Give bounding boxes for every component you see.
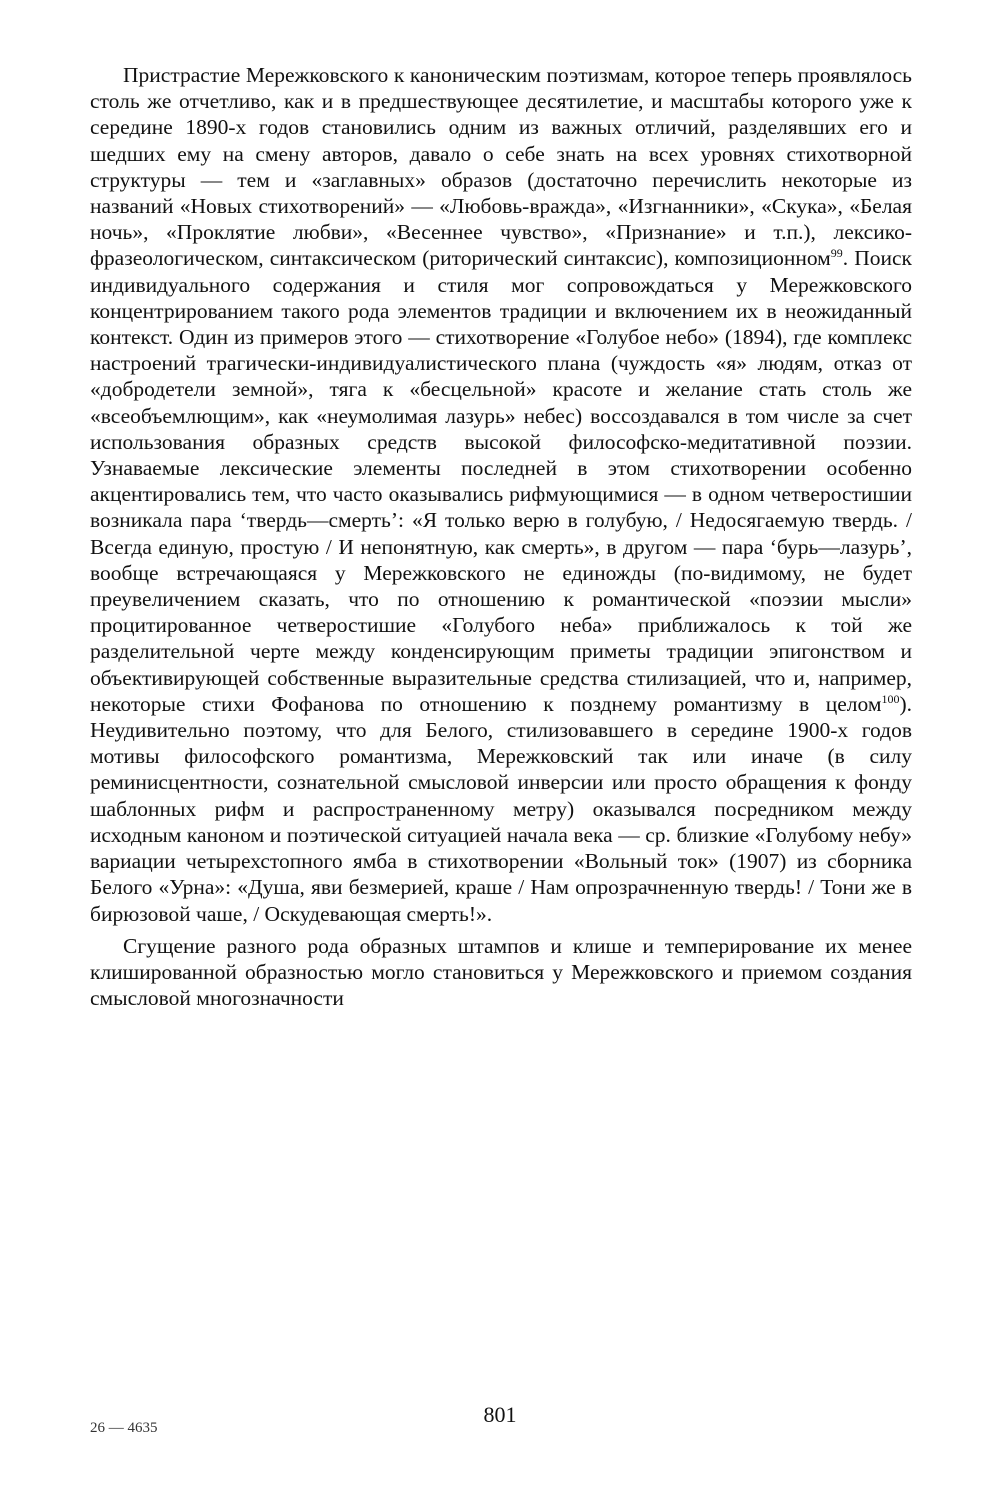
body-paragraph: Сгущение разного рода образных штампов и клише и темперирование их менее клишированной образностью могло становиться у Мережковского и приемом создания смысловой многозначности	[90, 933, 912, 1011]
paragraph-text: . Поиск индивидуального содержания и стиля мог сопровождаться у Мережковского концентрированием такого рода элементов традиции и включением их в неожиданный контекст. Один из примеров этого — стихотворение «Голубое небо» (1894), где комплекс настроений трагически-индивидуалистического плана (чуждость «я» людям, отказ от «добродетели земной», тяга к «бесцельной» красоте и желание стать столь же «всеобъемлющим», как «неумолимая лазурь» небес) воссоздавался в том числе за счет использования образных средств высокой философско-медитативной поэзии. Узнаваемые лексические элементы последней в этом стихотворении особенно акцентировались тем, что часто оказывались рифмующимися — в одном четверостишии возникала пара ‘твердь—смерть’: «Я только верю в голубую, / Недосягаемую твердь. / Всегда единую, простую / И непонятную, как смерть», в другом — пара ‘бурь—лазурь’, вообще встречающаяся у Мережковского не единожды (по-видимому, не будет преувеличением сказать, что по отношению к романтической «поэзии мысли» процитированное четверостишие «Голубого неба» приближалось к той же разделительной черте между конденсирующим приметы традиции эпигонством и объективирующей собственные выразительные средства стилизацией, что и, например, некоторые стихи Фофанова по отношению к позднему романтизму в целом	[90, 246, 912, 716]
footnote-marker: 100	[881, 691, 900, 706]
footnote-marker: 99	[830, 246, 843, 261]
page-body	[90, 62, 912, 1011]
paragraph-text: Пристрастие Мережковского к каноническим поэтизмам, которое теперь проявлялось столь же отчетливо, как и в предшествующее десятилетие, и масштабы которого уже к середине 1890-х годов становились одним из важных отличий, разделявших его и шедших ему на смену авторов, давало о себе знать на всех уровнях стихотворной структуры — тем и «заглавных» образов (достаточно перечислить некоторые из названий «Новых стихотворений» — «Любовь-вражда», «Изгнанники», «Скука», «Белая ночь», «Проклятие любви», «Весеннее чувство», «Признание» и т.п.), лексико-фразеологическом, синтаксическом (риторический синтаксис), композиционном	[90, 63, 912, 271]
printer-signature: 26 — 4635	[90, 1420, 158, 1436]
body-paragraph	[90, 62, 912, 927]
page-number: 801	[483, 1402, 517, 1427]
paragraph-text: ). Неудивительно поэтому, что для Белого, стилизовавшего в середине 1900-х годов мотивы философского романтизма, Мережковский так или иначе (в силу реминисцентности, сознательной смысловой инверсии или просто обращения к фонду шаблонных рифм и распространенному метру) оказывался посредником между исходным каноном и поэтической ситуацией начала века — ср. близкие «Голубому небу» вариации четырехстопного ямба в стихотворении «Вольный ток» (1907) из сборника Белого «Урна»: «Душа, яви безмерией, краше / Нам опрозрачненную твердь! / Тони же в бирюзовой чаше, / Оскудевающая смерть!».	[90, 691, 912, 926]
